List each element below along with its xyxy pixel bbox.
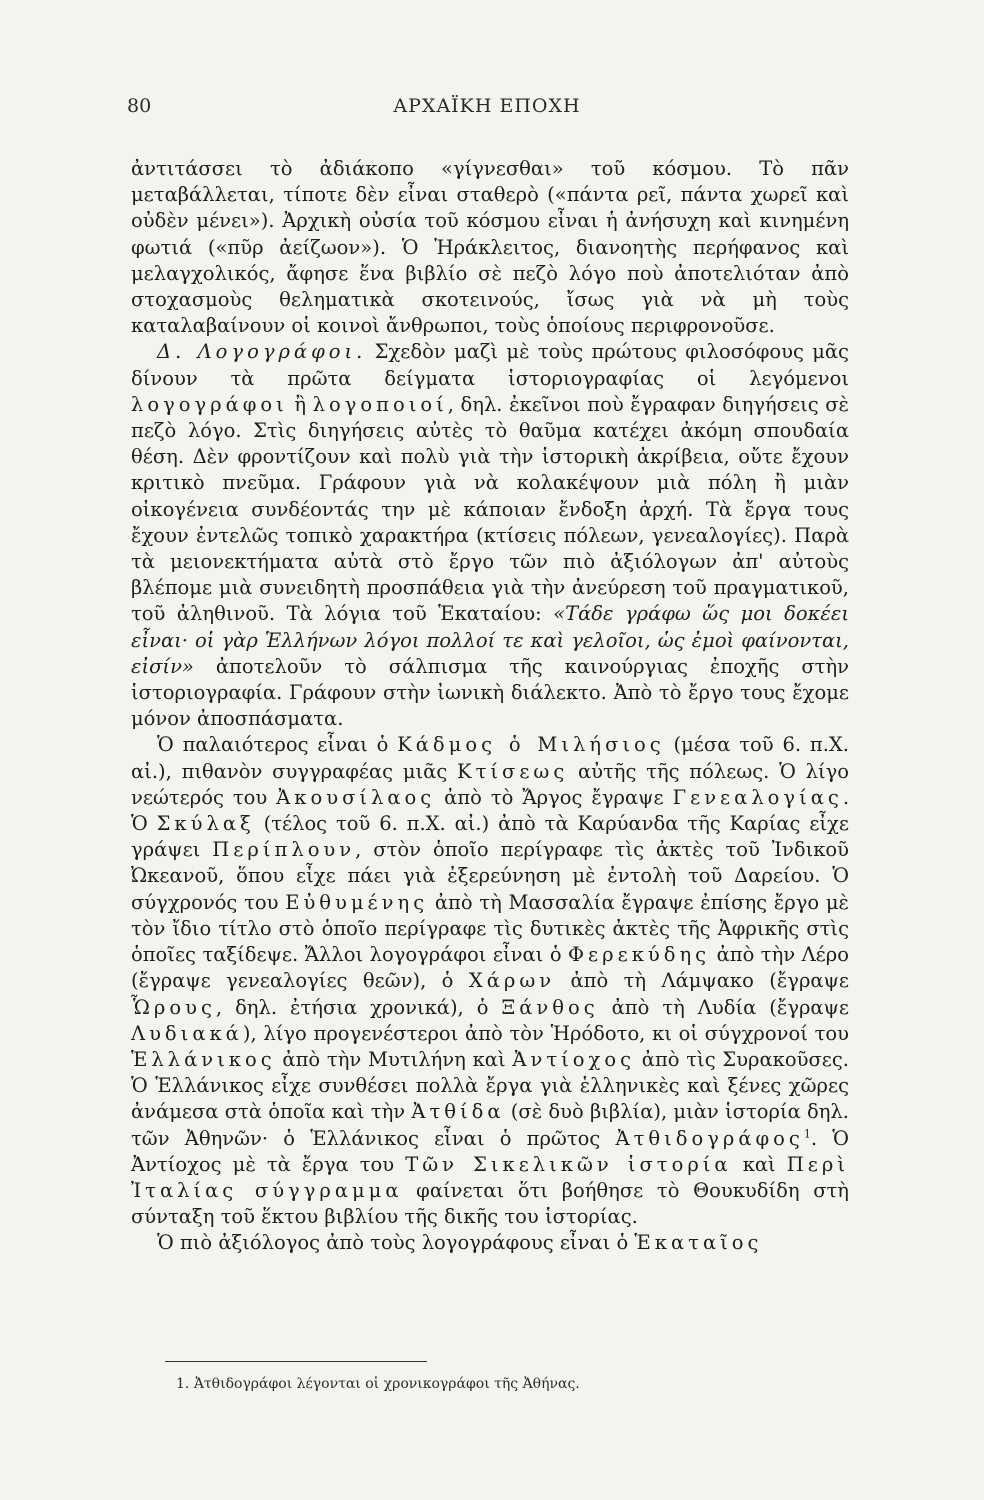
section-heading: Δ. Λογογράφοι.: [157, 340, 367, 364]
spaced-title: Τῶν Σικελικῶν ἱστορία: [405, 1152, 732, 1176]
spaced-title: Περίπλουν: [212, 838, 356, 862]
paragraph-logographers-intro: [131, 339, 849, 732]
paragraph-text: ), λίγο προγενέστεροι ἀπὸ τὸν Ἡρόδοτο, κι οἱ σύγχρονοί του: [242, 1021, 849, 1045]
paragraph-text: . Ὁ Ἀντίοχος μὲ τὰ ἔργα του: [131, 1126, 849, 1176]
paragraph-text: ἢ: [287, 392, 313, 416]
footnote-number: 1.: [176, 1376, 190, 1392]
paragraph-text: , δηλ. ἐτήσια χρονικά), ὁ: [215, 995, 502, 1019]
spaced-title: Ἀτθίδα: [411, 1100, 505, 1124]
running-head: ΑΡΧΑΪΚΗ ΕΠΟΧΗ: [393, 95, 581, 117]
paragraph-text: ἀντιτάσσει τὸ ἀδιάκοπο «γίγνεσθαι» τοῦ κόσμου. Τὸ πᾶν μεταβάλλεται, τίποτε δὲν εἶναι σταθερὸ («πάντα ρεῖ, πάντα χωρεῖ καὶ οὐδὲν μένει»). Ἀρχικὴ οὐσία τοῦ κόσμου εἶναι ἡ ἀνήσυχη καὶ κινημένη φωτιά («πῦρ ἀείζωον»). Ὁ Ἡράκλειτος, διανοητὴς περήφανος καὶ μελαγχολικός, ἄφησε ἕνα βιβλίο σὲ πεζὸ λόγο ποὺ ἀποτελιόταν ἀπὸ στοχασμοὺς θεληματικὰ σκοτεινούς, ἴσως γιὰ νὰ μὴ τοὺς καταλαβαίνουν οἱ κοινοὶ ἄνθρωποι, τοὺς ὁποίους περιφρονοῦσε.: [131, 157, 849, 338]
page-header: [127, 95, 847, 125]
paragraph-text: , στὸν ὁποῖο περίγραφε τὶς ἀκτὲς τοῦ Ἰνδικοῦ Ὠκεανοῦ, ὅπου εἶχε πάει γιὰ ἐξερεύνηση μὲ ἐντολὴ τοῦ Δαρείου. Ὁ σύγχρονός του: [131, 838, 849, 914]
spaced-name: Κάδμος ὁ Μιλήσιος: [397, 733, 665, 757]
paragraph-text: ἀπὸ τὶς Συρακοῦσες. Ὁ Ἑλλάνικος εἶχε συνθέσει πολλὰ ἔργα γιὰ ἑλληνικὲς καὶ ξένες χῶρες ἀνάμεσα στὰ ὁποῖα καὶ τὴν: [131, 1047, 849, 1124]
hecataeus-quote: «Τάδε γράφω ὥς μοι δοκέει εἶναι· οἱ γὰρ Ἑλλήνων λόγοι πολλοί τε καὶ γελοῖοι, ὡς ἐμοὶ φαίνονται, εἰσίν»: [131, 602, 849, 678]
paragraph-text: Ὁ παλαιότερος εἶναι ὁ: [157, 733, 398, 757]
paragraph-heraclitus: [131, 156, 849, 339]
paragraph-text: ἀπὸ τὴν Λέρο (ἔγραψε γενεαλογίες θεῶν), ὁ: [131, 943, 849, 993]
paragraph-text: ἀπὸ τὴν Μυτιλήνη καὶ: [275, 1047, 513, 1071]
spaced-title: Ὧρους: [131, 995, 216, 1019]
paragraph-logographers-list: [131, 732, 849, 1230]
spaced-term: λογοποιοί: [312, 392, 448, 416]
paragraph-hecataeus: [131, 1230, 849, 1256]
footnote: [176, 1376, 856, 1392]
spaced-title: Περὶ Ἰταλίας σύγγραμμα: [131, 1152, 849, 1202]
spaced-term: Ἀτθιδογράφος: [615, 1126, 804, 1150]
spaced-title: Γενεαλογίας: [672, 785, 843, 809]
paragraph-text: ἀποτελοῦν τὸ σάλπισμα τῆς καινούργιας ἐποχῆς στὴν ἱστοριογραφία. Γράφουν στὴν ἰωνικὴ διάλεκτο. Ἀπὸ τὸ ἔργο τους ἔχομε μόνον ἀποσπάσματα.: [131, 654, 849, 731]
paragraph-text: ἀπὸ τὴ Λυδία (ἔγραψε: [598, 995, 849, 1019]
footnote-reference[interactable]: 1: [803, 1127, 811, 1141]
spaced-title: Λυδιακά: [131, 1021, 243, 1045]
spaced-name: Σκύλαξ: [156, 812, 255, 836]
paragraph-text: αὐτῆς τῆς πόλεως. Ὁ λίγο νεώτερός του: [131, 759, 849, 809]
spaced-name: Ἀντίοχος: [512, 1047, 635, 1071]
spaced-name: Ξάνθος: [501, 995, 599, 1019]
paragraph-text: , δηλ. ἐκεῖνοι ποὺ ἔγραφαν διηγήσεις σὲ πεζὸ λόγο. Στὶς διηγήσεις αὐτὲς τὸ θαῦμα κατέχει ἀκόμη σπουδαία θέση. Δὲν φροντίζουν καὶ πολὺ γιὰ τὴν ἱστορικὴ ἀκρίβεια, οὔτε ἔχουν κριτικὸ πνεῦμα. Γράφουν γιὰ νὰ κολακέψουν μιὰ πόλη ἢ μιὰν οἰκογένεια συνδέοντάς την μὲ κάποιαν ἔνδοξη ἀρχή. Τὰ ἔργα τους ἔχουν ἐντελῶς τοπικὸ χαρακτήρα (κτίσεις πόλεων, γενεαλογίες). Παρὰ τὰ μειονεκτήματα αὐτὰ στὸ ἔργο τῶν πιὸ ἀξιόλογων ἀπ' αὐτοὺς βλέπομε μιὰ συνειδητὴ προσπάθεια γιὰ τὴν ἀνεύρεση τοῦ πραγματικοῦ, τοῦ ἀληθινοῦ. Τὰ λόγια τοῦ Ἑκαταίου:: [131, 392, 849, 626]
paragraph-text: ἀπὸ τὴ Λάμψακο (ἔγραψε: [555, 969, 849, 993]
footnote-text: Ἀτθιδογράφοι λέγονται οἱ χρονικογράφοι τῆς Ἀθήνας.: [193, 1376, 580, 1392]
spaced-name: Ἑκαταῖος: [634, 1231, 763, 1255]
paragraph-text: Σχεδὸν μαζὶ μὲ τοὺς πρώτους φιλοσόφους μᾶς δίνουν τὰ πρῶτα δείγματα ἱστοριογραφίας οἱ λεγόμενοι: [131, 340, 849, 390]
paragraph-text: Ὁ πιὸ ἀξιόλογος ἀπὸ τοὺς λογογράφους εἶναι ὁ: [157, 1231, 635, 1255]
paragraph-text: . Ὁ: [131, 785, 850, 836]
paragraph-text: (σὲ δυὸ βιβλία), μιὰν ἱστορία δηλ. τῶν Ἀθηνῶν· ὁ Ἑλλάνικος εἶναι ὁ πρῶτος: [131, 1100, 849, 1150]
spaced-name: Φερεκύδης: [568, 943, 711, 967]
spaced-name: Ἑλλάνικος: [131, 1047, 276, 1071]
footnote-divider: [165, 1361, 427, 1362]
paragraph-text: (τέλος τοῦ 6. π.Χ. αἰ.) ἀπὸ τὰ Καρύανδα τῆς Καρίας εἶχε γράψει: [131, 812, 850, 862]
paragraph-text: φαίνεται ὅτι βοήθησε τὸ Θουκυδίδη στὴ σύνταξη τοῦ ἕκτου βιβλίου τῆς δικῆς του ἱστορίας.: [131, 1178, 849, 1229]
spaced-name: Εὐθυμένης: [285, 890, 429, 914]
body-text: [131, 156, 849, 1257]
paragraph-text: (μέσα τοῦ 6. π.Χ. αἰ.), πιθανὸν συγγραφέας μιᾶς: [131, 733, 849, 783]
paragraph-text: ἀπὸ τὴ Μασσαλία ἔγραψε ἐπίσης ἔργο μὲ τὸν ἴδιο τίτλο στὸ ὁποῖο περίγραφε τὶς δυτικὲς ἀκτὲς τῆς Ἀφρικῆς στὶς ὁποῖες ταξίδεψε. Ἄλλοι λογογράφοι εἶναι ὁ: [131, 890, 849, 967]
page-number: 80: [127, 95, 152, 117]
spaced-name: Ἀκουσίλαος: [276, 785, 436, 809]
paragraph-text: ἀπὸ τὸ Ἄργος ἔγραψε: [435, 785, 673, 809]
spaced-name: Χάρων: [468, 969, 556, 993]
paragraph-text: καὶ: [731, 1152, 787, 1176]
spaced-term: λογογράφοι: [131, 392, 288, 416]
spaced-title: Κτίσεως: [457, 759, 569, 783]
